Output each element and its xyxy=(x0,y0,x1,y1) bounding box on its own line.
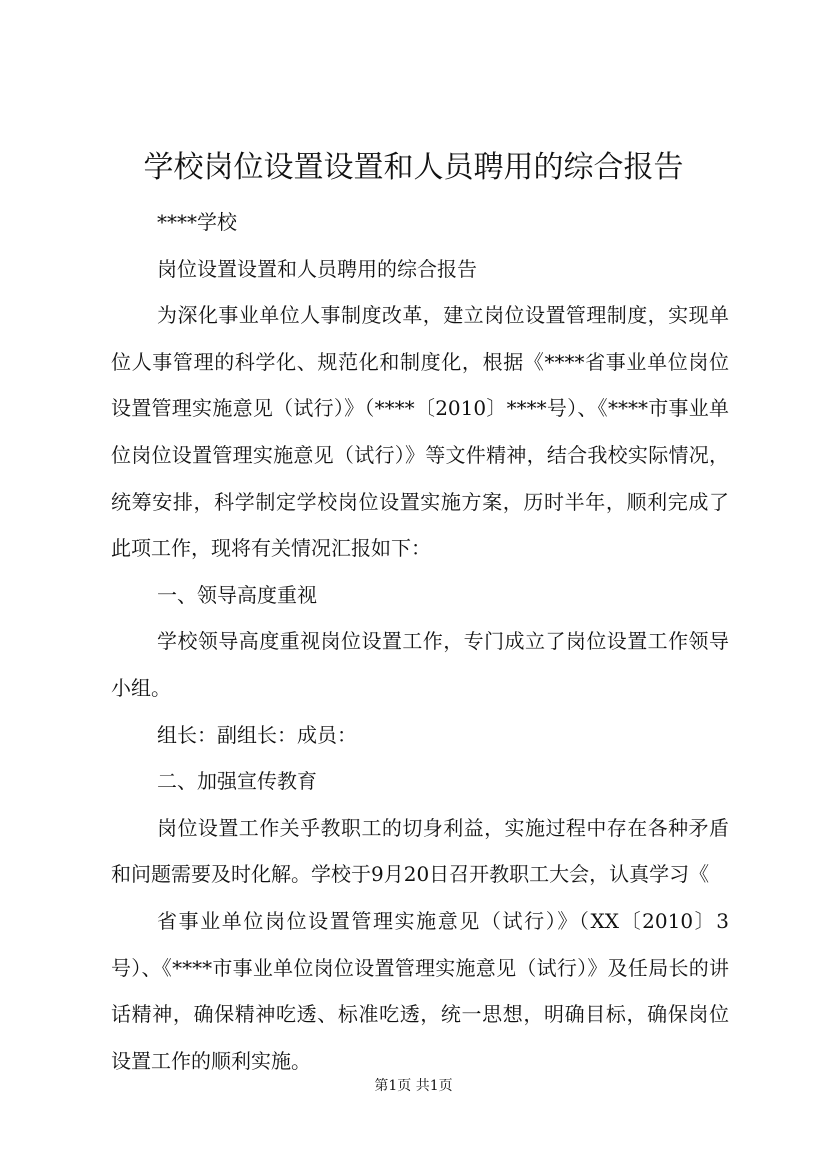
section-1-paragraph: 学校领导高度重视岗位设置工作，专门成立了岗位设置工作领导小组。 xyxy=(111,629,729,700)
intro-paragraph: 为深化事业单位人事制度改革，建立岗位设置管理制度，实现单位人事管理的科学化、规范化和制度化，根据《****省事业单位岗位设置管理实施意见（试行）》（****〔2010〕****号）、《****市事业单位岗位设置管理实施意见（试行）》等文件精神，结合我校实际情况，统筹安排，科学制定学校岗位设置实施方案，历时半年，顺利完成了此项工作，现将有关情况汇报如下： xyxy=(111,303,729,561)
section-2-continuation-paragraph: 省事业单位岗位设置管理实施意见（试行）》（XX〔2010〕3号）、《****市事业单位岗位设置管理实施意见（试行）》及任局长的讲话精神，确保精神吃透、标准吃透，统一思想，明确目标，确保岗位设置工作的顺利实施。 xyxy=(111,908,729,1073)
section-2-paragraph: 岗位设置工作关乎教职工的切身利益，实施过程中存在各种矛盾和问题需要及时化解。学校于9月20日召开教职工大会，认真学习《 xyxy=(111,815,729,887)
document-body xyxy=(111,199,729,1084)
document-title: 学校岗位设置设置和人员聘用的综合报告 xyxy=(143,150,684,185)
group-members-line: 组长：副组长：成员： xyxy=(157,722,357,747)
section-heading-2: 二、加强宣传教育 xyxy=(157,769,317,794)
school-name-line: ****学校 xyxy=(157,210,237,234)
report-subtitle-line: 岗位设置设置和人员聘用的综合报告 xyxy=(157,256,477,281)
section-heading-1: 一、领导高度重视 xyxy=(157,582,317,607)
page-footer: 第1页 共1页 xyxy=(374,1078,453,1094)
